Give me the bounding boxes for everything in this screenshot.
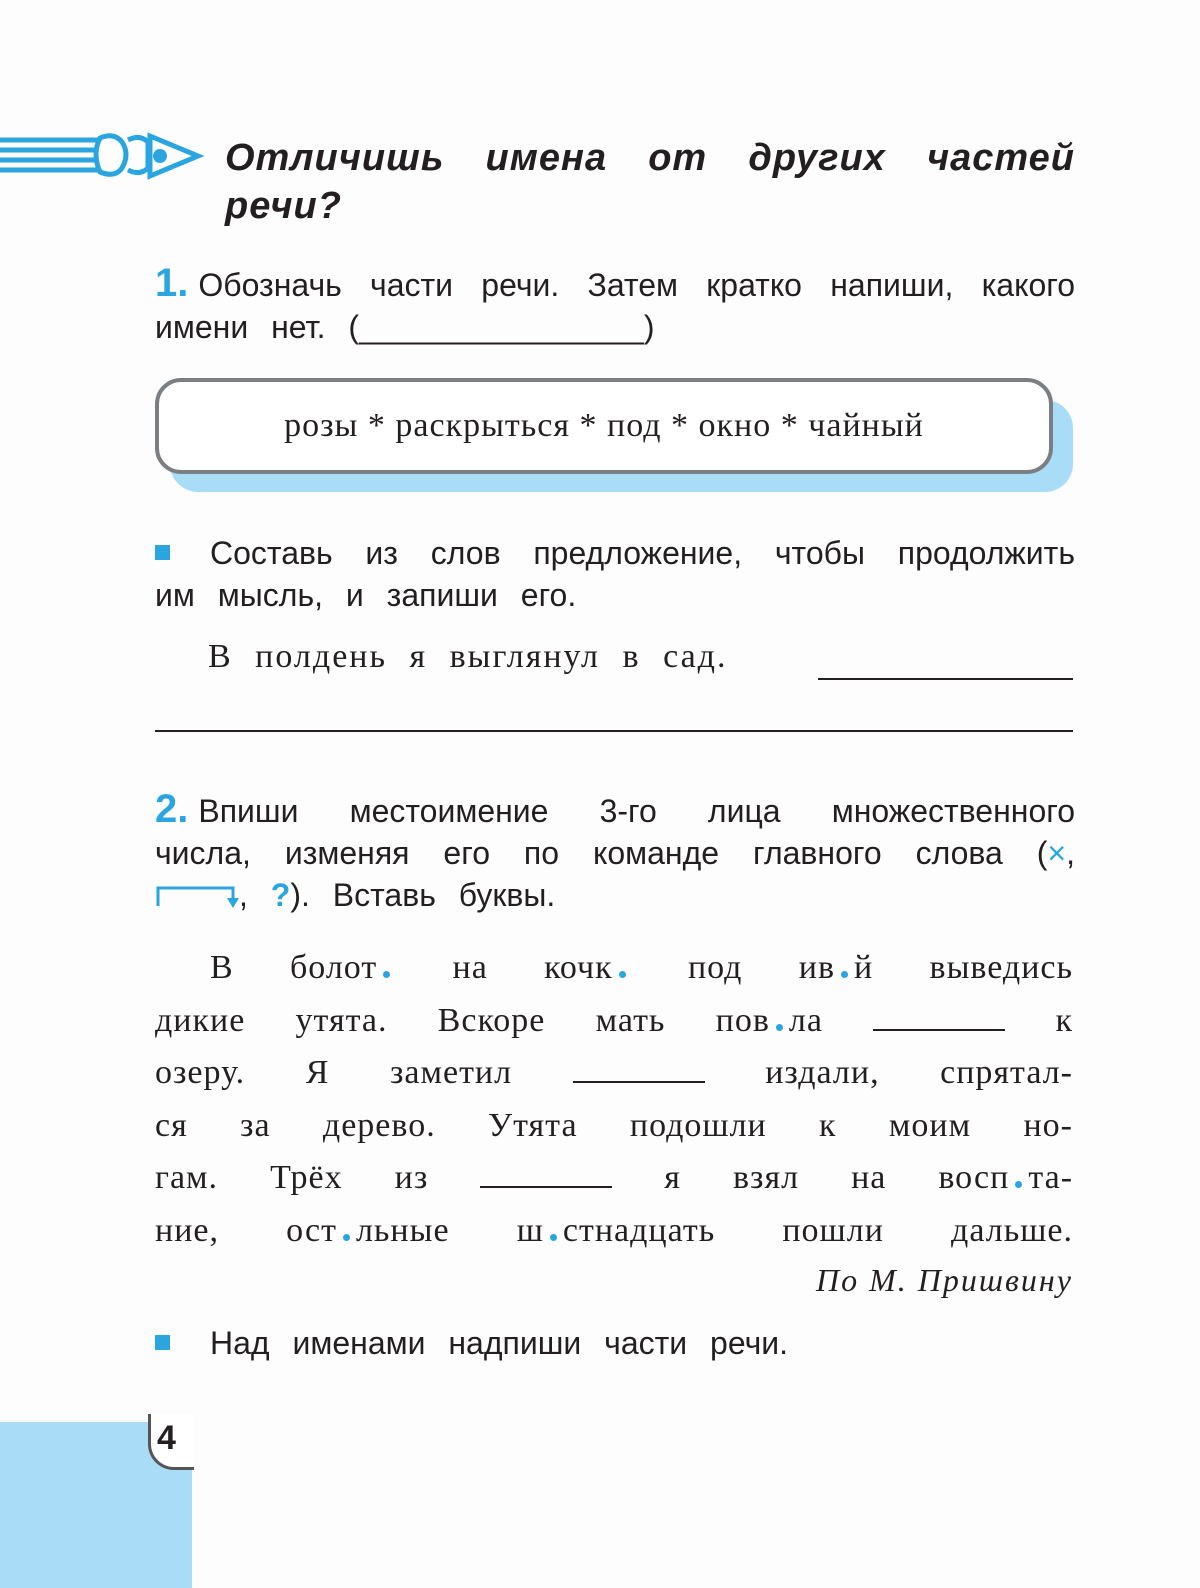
story-text: В болот на кочк под ив й выведись дикие утята. Вскоре мать пов ла к озеру. Я заметил издали, спрятал- ся за дерево. Утята подошли к моим но- гам. Трёх из я взял на восп та- ние, ост льные ш стнадцать пошли дальше. bbox=[155, 949, 1074, 1249]
answer-line[interactable] bbox=[818, 678, 1073, 680]
bullet-icon bbox=[155, 545, 170, 560]
task2-instructions: 2. Впиши местоимение 3-го лица множественного числа, изменяя его по команде главного слова (×, , ?). Вставь буквы. bbox=[155, 787, 1075, 913]
bullet-icon bbox=[155, 1335, 170, 1350]
arrow-icon bbox=[155, 882, 239, 908]
word-box: розы * раскрыться * под * окно * чайный bbox=[155, 378, 1053, 474]
example-sentence: В полдень я выглянул в сад. bbox=[208, 638, 728, 675]
task2-bullet: Над именами надпиши части речи. bbox=[155, 1322, 1075, 1364]
task1-instructions: 1. Обозначь части речи. Затем кратко напиши, какого имени нет. (________________) bbox=[155, 261, 1075, 345]
attribution: По М. Пришвину bbox=[816, 1262, 1073, 1298]
pencil-icon bbox=[0, 128, 210, 184]
question-icon: ? bbox=[270, 877, 291, 913]
page-number: 4 bbox=[148, 1414, 194, 1470]
task1-bullet: Составь из слов предложение, чтобы продолжить им мысль, и запиши его. bbox=[155, 535, 1075, 613]
task2-number: 2. bbox=[155, 787, 189, 831]
page-title: Отличишь имена от других частей речи? bbox=[225, 137, 1075, 227]
task1-number: 1. bbox=[155, 261, 189, 305]
cross-icon: × bbox=[1047, 835, 1067, 871]
answer-line[interactable] bbox=[155, 730, 1073, 732]
